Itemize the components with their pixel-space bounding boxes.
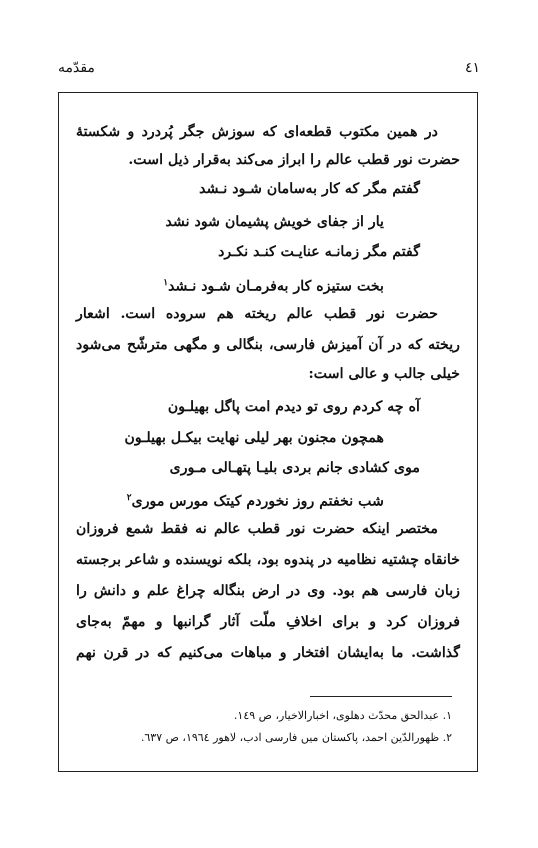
verse-line: موی کشادی جانم بردی بلیـا پتهـالی مـوری xyxy=(169,460,420,476)
paragraph-line: فروزان کرد و برای اخلافِ ملّت آثار گرانبها و مهمّ به‌جای xyxy=(76,614,460,630)
page-header xyxy=(58,60,480,84)
verse-line: یار از جفای خویش پشیمان شود نشد xyxy=(165,214,384,230)
paragraph-line: خانقاه چشتیه نظامیه در پندوه بود، بلکه نویسنده و شاعر برجسته xyxy=(76,552,460,568)
footnote-ref: ٢ xyxy=(126,493,132,503)
running-title: مقدّمه xyxy=(58,60,95,76)
paragraph-line: گذاشت. ما به‌ایشان افتخار و مباهات می‌کنیم که در قرن نهم xyxy=(76,645,460,661)
footnote-2: ٢. ظهورالدّین احمد، پاکستان میں فارسی ادب، لاهور ١٩٦٤، ص ٦٣٧. xyxy=(140,731,452,744)
footnotes xyxy=(102,705,452,749)
footnote-divider xyxy=(310,696,452,697)
verse-line: آه چه کردم روی تو دیدم امت پاگل بهیلـون xyxy=(167,399,420,415)
verse-line: همچون مجنون بهر لیلی نهایت بیکـل بهیلـون xyxy=(124,430,384,446)
verse-line: بخت ستیزه کار به‌فرمـان شـود نـشد$^١$ xyxy=(163,278,384,295)
paragraph-line: خیلی جالب و عالی است: xyxy=(308,366,460,382)
verse-line: شب نخفتم روز نخوردم کیتک مورس موری$^٢$ xyxy=(126,493,384,510)
paragraph-line: حضرت نور قطب عالم ریخته هم سروده است. اشعار xyxy=(76,306,438,322)
paragraph-line: مختصر اینکه حضرت نور قطب عالم نه فقط شمع فروزان xyxy=(76,521,438,537)
paragraph-line: در همین مکتوب قطعه‌ای که سوزش جگر پُردرد و شکستۀ xyxy=(76,124,438,140)
page-number: ٤١ xyxy=(464,60,480,76)
paragraph-line: ریخته که در آن آمیزش فارسی، بنگالی و مگهی مترشّح می‌شود xyxy=(76,337,460,353)
footnote-1: ١. عبدالحق محدّث دهلوی، اخبارالاخیار، ص ١٤٩. xyxy=(233,709,452,722)
verse-line: گفتم مگر زمانـه عنایـت کنـد نکـرد xyxy=(218,244,420,260)
paragraph-line: زبان فارسی هم بود. وی در ارض بنگاله چراغ علم و دانش را xyxy=(76,583,460,599)
paragraph-line: حضرت نور قطب عالم را ابراز می‌کند به‌قرار ذیل است. xyxy=(128,152,460,168)
footnote-ref: ١ xyxy=(163,278,169,288)
verse-line: گفتم مگر که کار به‌سامان شـود نـشد xyxy=(199,181,420,197)
